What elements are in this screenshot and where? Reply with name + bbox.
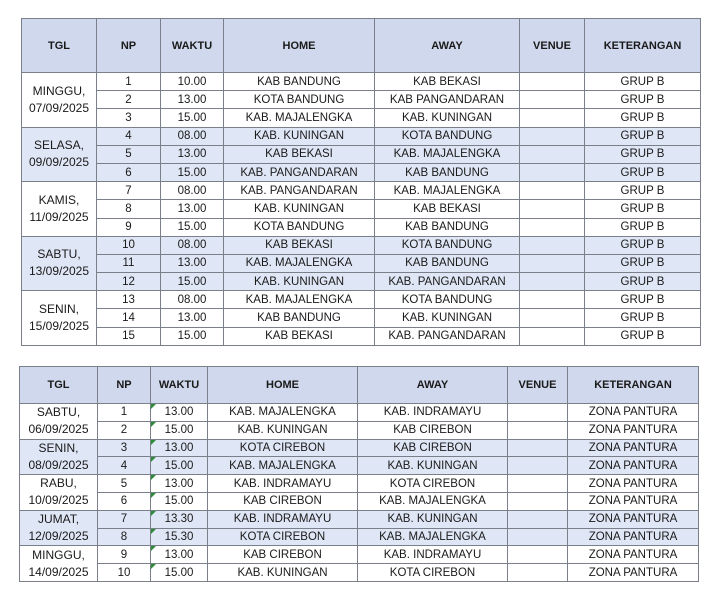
cell-waktu: 13.00: [161, 145, 224, 163]
table-row: [22, 163, 701, 181]
cell-np: 5: [98, 475, 151, 493]
table-row: [20, 475, 699, 493]
match-date: SENIN, 08/09/2025: [20, 439, 98, 475]
table-row: [22, 273, 701, 291]
header-venue: VENUE: [520, 19, 585, 73]
cell-waktu: 13.00: [151, 439, 208, 457]
cell-np: 3: [98, 439, 151, 457]
cell-waktu: 13.00: [151, 546, 208, 564]
cell-waktu: 15.00: [151, 457, 208, 475]
cell-home: KAB. PANGANDARAN: [224, 163, 375, 181]
cell-home: KAB BANDUNG: [224, 73, 375, 91]
cell-waktu: 10.00: [161, 73, 224, 91]
table-row: [20, 510, 699, 528]
cell-np: 14: [97, 309, 161, 327]
cell-np: 6: [98, 492, 151, 510]
cell-home: KAB CIREBON: [208, 546, 358, 564]
cell-away: KOTA BANDUNG: [375, 291, 520, 309]
cell-venue: [520, 109, 585, 127]
table-row: [22, 182, 701, 200]
cell-away: KOTA CIREBON: [358, 475, 508, 493]
header-np: NP: [98, 367, 151, 404]
cell-away: KOTA BANDUNG: [375, 236, 520, 254]
cell-np: 10: [97, 236, 161, 254]
cell-venue: [520, 309, 585, 327]
header-np: NP: [97, 19, 161, 73]
cell-waktu: 15.00: [151, 421, 208, 439]
header-waktu: WAKTU: [161, 19, 224, 73]
cell-away: KAB. MAJALENGKA: [358, 528, 508, 546]
header-row: [22, 19, 701, 73]
cell-keterangan: ZONA PANTURA: [568, 457, 699, 475]
cell-home: KAB. KUNINGAN: [224, 273, 375, 291]
cell-home: KAB BANDUNG: [224, 309, 375, 327]
cell-keterangan: ZONA PANTURA: [568, 475, 699, 493]
cell-keterangan: ZONA PANTURA: [568, 564, 699, 582]
cell-home: KAB. INDRAMAYU: [208, 475, 358, 493]
cell-keterangan: GRUP B: [585, 163, 701, 181]
cell-waktu: 08.00: [161, 182, 224, 200]
cell-np: 9: [97, 218, 161, 236]
cell-keterangan: ZONA PANTURA: [568, 528, 699, 546]
cell-away: KAB. KUNINGAN: [375, 309, 520, 327]
cell-away: KAB. MAJALENGKA: [358, 492, 508, 510]
cell-venue: [520, 327, 585, 345]
cell-waktu: 08.00: [161, 127, 224, 145]
cell-away: KAB BANDUNG: [375, 254, 520, 272]
match-date: SABTU, 13/09/2025: [22, 236, 97, 291]
table-row: [22, 327, 701, 345]
cell-home: KAB. KUNINGAN: [208, 564, 358, 582]
cell-np: 1: [98, 404, 151, 422]
table-row: [22, 291, 701, 309]
match-date: SENIN, 15/09/2025: [22, 291, 97, 346]
cell-venue: [508, 421, 568, 439]
cell-waktu: 13.00: [161, 254, 224, 272]
cell-keterangan: GRUP B: [585, 73, 701, 91]
cell-waktu: 15.00: [161, 273, 224, 291]
cell-waktu: 15.00: [161, 327, 224, 345]
cell-away: KAB. KUNINGAN: [375, 109, 520, 127]
header-tgl: TGL: [22, 19, 97, 73]
table-row: [20, 457, 699, 475]
cell-keterangan: ZONA PANTURA: [568, 510, 699, 528]
cell-np: 3: [97, 109, 161, 127]
cell-venue: [520, 127, 585, 145]
cell-venue: [520, 200, 585, 218]
table-row: [20, 404, 699, 422]
cell-away: KAB. MAJALENGKA: [375, 182, 520, 200]
cell-keterangan: GRUP B: [585, 236, 701, 254]
cell-keterangan: GRUP B: [585, 145, 701, 163]
cell-home: KAB. KUNINGAN: [224, 200, 375, 218]
cell-np: 1: [97, 73, 161, 91]
cell-waktu: 15.00: [161, 163, 224, 181]
cell-home: KOTA CIREBON: [208, 439, 358, 457]
cell-keterangan: GRUP B: [585, 127, 701, 145]
cell-waktu: 15.00: [161, 109, 224, 127]
table-row: [22, 218, 701, 236]
cell-keterangan: GRUP B: [585, 109, 701, 127]
cell-away: KAB. INDRAMAYU: [358, 404, 508, 422]
cell-keterangan: ZONA PANTURA: [568, 421, 699, 439]
cell-waktu: 13.00: [161, 200, 224, 218]
cell-home: KOTA BANDUNG: [224, 218, 375, 236]
cell-venue: [508, 510, 568, 528]
cell-keterangan: GRUP B: [585, 218, 701, 236]
cell-home: KAB BEKASI: [224, 145, 375, 163]
cell-keterangan: ZONA PANTURA: [568, 546, 699, 564]
header-keterangan: KETERANGAN: [585, 19, 701, 73]
match-date: RABU, 10/09/2025: [20, 475, 98, 511]
cell-keterangan: GRUP B: [585, 309, 701, 327]
cell-waktu: 15.00: [151, 492, 208, 510]
cell-keterangan: GRUP B: [585, 291, 701, 309]
table-row: [22, 127, 701, 145]
cell-venue: [508, 492, 568, 510]
cell-venue: [508, 439, 568, 457]
cell-away: KAB. KUNINGAN: [358, 510, 508, 528]
cell-venue: [508, 564, 568, 582]
cell-home: KAB. PANGANDARAN: [224, 182, 375, 200]
cell-home: KOTA CIREBON: [208, 528, 358, 546]
cell-np: 6: [97, 163, 161, 181]
schedule-table-grup-b: [21, 18, 701, 346]
cell-venue: [520, 91, 585, 109]
cell-venue: [520, 182, 585, 200]
cell-home: KAB. MAJALENGKA: [224, 291, 375, 309]
header-row: [20, 367, 699, 404]
cell-home: KAB. MAJALENGKA: [208, 457, 358, 475]
cell-venue: [508, 528, 568, 546]
cell-away: KOTA BANDUNG: [375, 127, 520, 145]
cell-venue: [508, 404, 568, 422]
cell-waktu: 13.00: [151, 475, 208, 493]
match-date: JUMAT, 12/09/2025: [20, 510, 98, 546]
cell-waktu: 08.00: [161, 291, 224, 309]
cell-away: KOTA CIREBON: [358, 564, 508, 582]
cell-away: KAB. PANGANDARAN: [375, 273, 520, 291]
cell-venue: [508, 457, 568, 475]
schedule-table-zona-pantura: [19, 366, 699, 582]
table-row: [22, 145, 701, 163]
cell-away: KAB. PANGANDARAN: [375, 327, 520, 345]
cell-away: KAB. INDRAMAYU: [358, 546, 508, 564]
header-venue: VENUE: [508, 367, 568, 404]
cell-keterangan: GRUP B: [585, 182, 701, 200]
cell-waktu: 13.00: [161, 309, 224, 327]
cell-away: KAB CIREBON: [358, 439, 508, 457]
cell-home: KAB. MAJALENGKA: [224, 109, 375, 127]
cell-np: 7: [97, 182, 161, 200]
cell-np: 10: [98, 564, 151, 582]
cell-np: 2: [97, 91, 161, 109]
table-row: [22, 200, 701, 218]
cell-np: 15: [97, 327, 161, 345]
cell-waktu: 15.00: [151, 564, 208, 582]
header-waktu: WAKTU: [151, 367, 208, 404]
cell-keterangan: GRUP B: [585, 327, 701, 345]
cell-waktu: 13.30: [151, 510, 208, 528]
cell-away: KAB. KUNINGAN: [358, 457, 508, 475]
cell-home: KAB. MAJALENGKA: [224, 254, 375, 272]
table-body: [20, 404, 699, 582]
cell-np: 2: [98, 421, 151, 439]
cell-waktu: 15.00: [161, 218, 224, 236]
cell-venue: [520, 163, 585, 181]
table-row: [20, 492, 699, 510]
cell-home: KAB. KUNINGAN: [224, 127, 375, 145]
header-away: AWAY: [375, 19, 520, 73]
cell-np: 8: [97, 200, 161, 218]
cell-waktu: 13.00: [151, 404, 208, 422]
header-away: AWAY: [358, 367, 508, 404]
cell-away: KAB BANDUNG: [375, 218, 520, 236]
cell-away: KAB. MAJALENGKA: [375, 145, 520, 163]
cell-keterangan: GRUP B: [585, 273, 701, 291]
cell-home: KAB CIREBON: [208, 492, 358, 510]
cell-away: KAB CIREBON: [358, 421, 508, 439]
table-row: [22, 91, 701, 109]
table-row: [20, 564, 699, 582]
cell-np: 12: [97, 273, 161, 291]
table-row: [20, 546, 699, 564]
cell-home: KAB BEKASI: [224, 327, 375, 345]
cell-venue: [520, 145, 585, 163]
cell-venue: [520, 273, 585, 291]
cell-away: KAB BEKASI: [375, 200, 520, 218]
cell-waktu: 13.00: [161, 91, 224, 109]
cell-venue: [508, 475, 568, 493]
cell-away: KAB BEKASI: [375, 73, 520, 91]
cell-np: 4: [98, 457, 151, 475]
cell-np: 11: [97, 254, 161, 272]
cell-waktu: 08.00: [161, 236, 224, 254]
cell-keterangan: GRUP B: [585, 200, 701, 218]
cell-np: 9: [98, 546, 151, 564]
table-row: [22, 73, 701, 91]
match-date: SABTU, 06/09/2025: [20, 404, 98, 440]
match-date: SELASA, 09/09/2025: [22, 127, 97, 182]
cell-np: 5: [97, 145, 161, 163]
table-row: [22, 309, 701, 327]
cell-venue: [520, 236, 585, 254]
cell-home: KAB. KUNINGAN: [208, 421, 358, 439]
table-row: [20, 421, 699, 439]
table-row: [22, 109, 701, 127]
table-row: [22, 236, 701, 254]
cell-venue: [508, 546, 568, 564]
header-tgl: TGL: [20, 367, 98, 404]
cell-venue: [520, 73, 585, 91]
cell-waktu: 15.30: [151, 528, 208, 546]
match-date: MINGGU, 14/09/2025: [20, 546, 98, 582]
cell-keterangan: GRUP B: [585, 254, 701, 272]
header-home: HOME: [224, 19, 375, 73]
cell-np: 7: [98, 510, 151, 528]
header-home: HOME: [208, 367, 358, 404]
cell-home: KAB. INDRAMAYU: [208, 510, 358, 528]
cell-away: KAB PANGANDARAN: [375, 91, 520, 109]
cell-keterangan: GRUP B: [585, 91, 701, 109]
table-row: [20, 528, 699, 546]
cell-keterangan: ZONA PANTURA: [568, 404, 699, 422]
match-date: KAMIS, 11/09/2025: [22, 182, 97, 237]
match-date: MINGGU, 07/09/2025: [22, 73, 97, 128]
cell-home: KAB BEKASI: [224, 236, 375, 254]
cell-home: KAB. MAJALENGKA: [208, 404, 358, 422]
cell-venue: [520, 254, 585, 272]
cell-np: 13: [97, 291, 161, 309]
cell-np: 8: [98, 528, 151, 546]
cell-venue: [520, 291, 585, 309]
table-body: [22, 73, 701, 346]
cell-home: KOTA BANDUNG: [224, 91, 375, 109]
table-row: [20, 439, 699, 457]
cell-keterangan: ZONA PANTURA: [568, 439, 699, 457]
table-row: [22, 254, 701, 272]
header-keterangan: KETERANGAN: [568, 367, 699, 404]
cell-keterangan: ZONA PANTURA: [568, 492, 699, 510]
cell-np: 4: [97, 127, 161, 145]
cell-venue: [520, 218, 585, 236]
cell-away: KAB BANDUNG: [375, 163, 520, 181]
